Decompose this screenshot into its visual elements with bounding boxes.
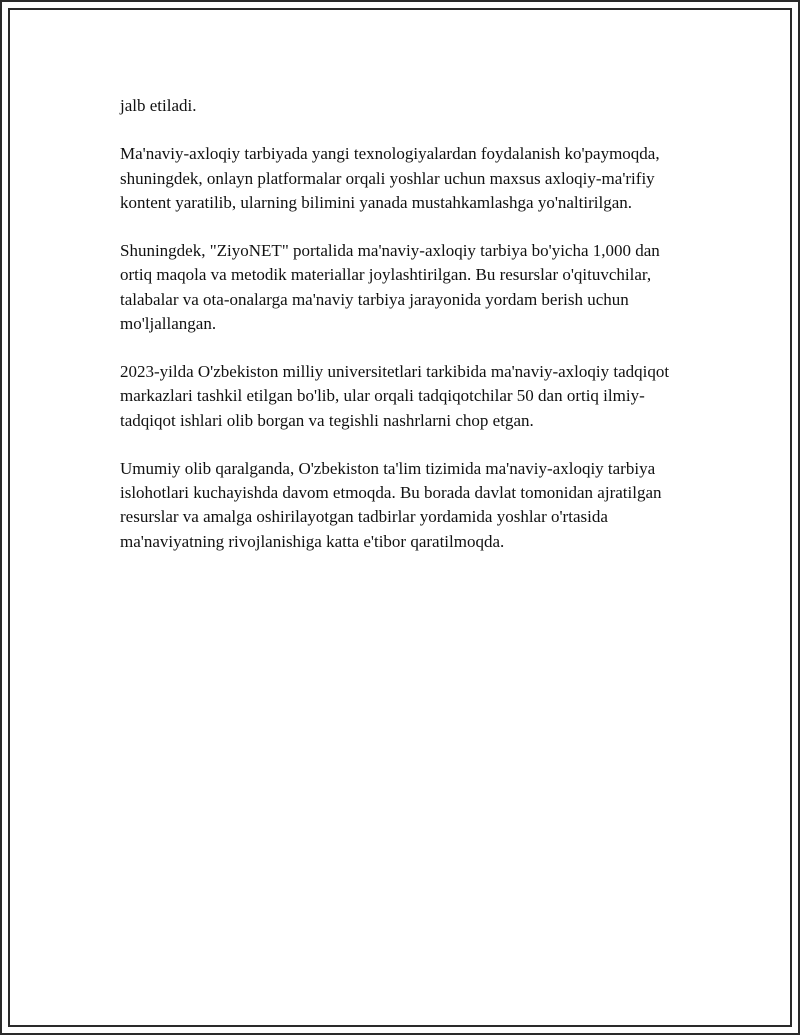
paragraph-ziyonet: Shuningdek, "ZiyoNET" portalida ma'naviy-axloqiy tarbiya bo'yicha 1,000 dan ortiq maqola va metodik materiallar joylashtirilgan. Bu resurslar o'qituvchilar, talabalar va ota-onalarga ma'naviy tarbiya jarayonida yordam berish uchun mo'ljallangan. xyxy=(120,241,660,333)
paragraph-conclusion: Umumiy olib qaralganda, O'zbekiston ta'lim tizimida ma'naviy-axloqiy tarbiya islohotlari kuchayishda davom etmoqda. Bu borada davlat tomonidan ajratilgan resurslar va amalga oshirilayotgan tadbirlar yordamida yoshlar o'rtasida ma'naviyatning rivojlanishiga katta e'tibor qaratilmoqda. xyxy=(120,458,662,551)
paragraph-continuation: jalb etiladi. xyxy=(120,96,197,115)
paragraph-research-centers: 2023-yilda O'zbekiston milliy universitetlari tarkibida ma'naviy-axloqiy tadqiqot markazlari tashkil etilgan bo'lib, ular orqali tadqiqotchilar 50 dan ortiq ilmiy-tadqiqot ishlari olib borgan va tegishli nashrlarni chop etgan. xyxy=(120,362,670,430)
paragraph-technology: Ma'naviy-axloqiy tarbiyada yangi texnologiyalardan foydalanish ko'paymoqda, shuningdek, onlayn platformalar orqali yoshlar uchun maxsus axloqiy-ma'rifiy kontent yaratilib, ularning bilimini yanada mustahkamlashga yo'naltirilgan. xyxy=(120,144,660,212)
document-body xyxy=(120,94,695,578)
